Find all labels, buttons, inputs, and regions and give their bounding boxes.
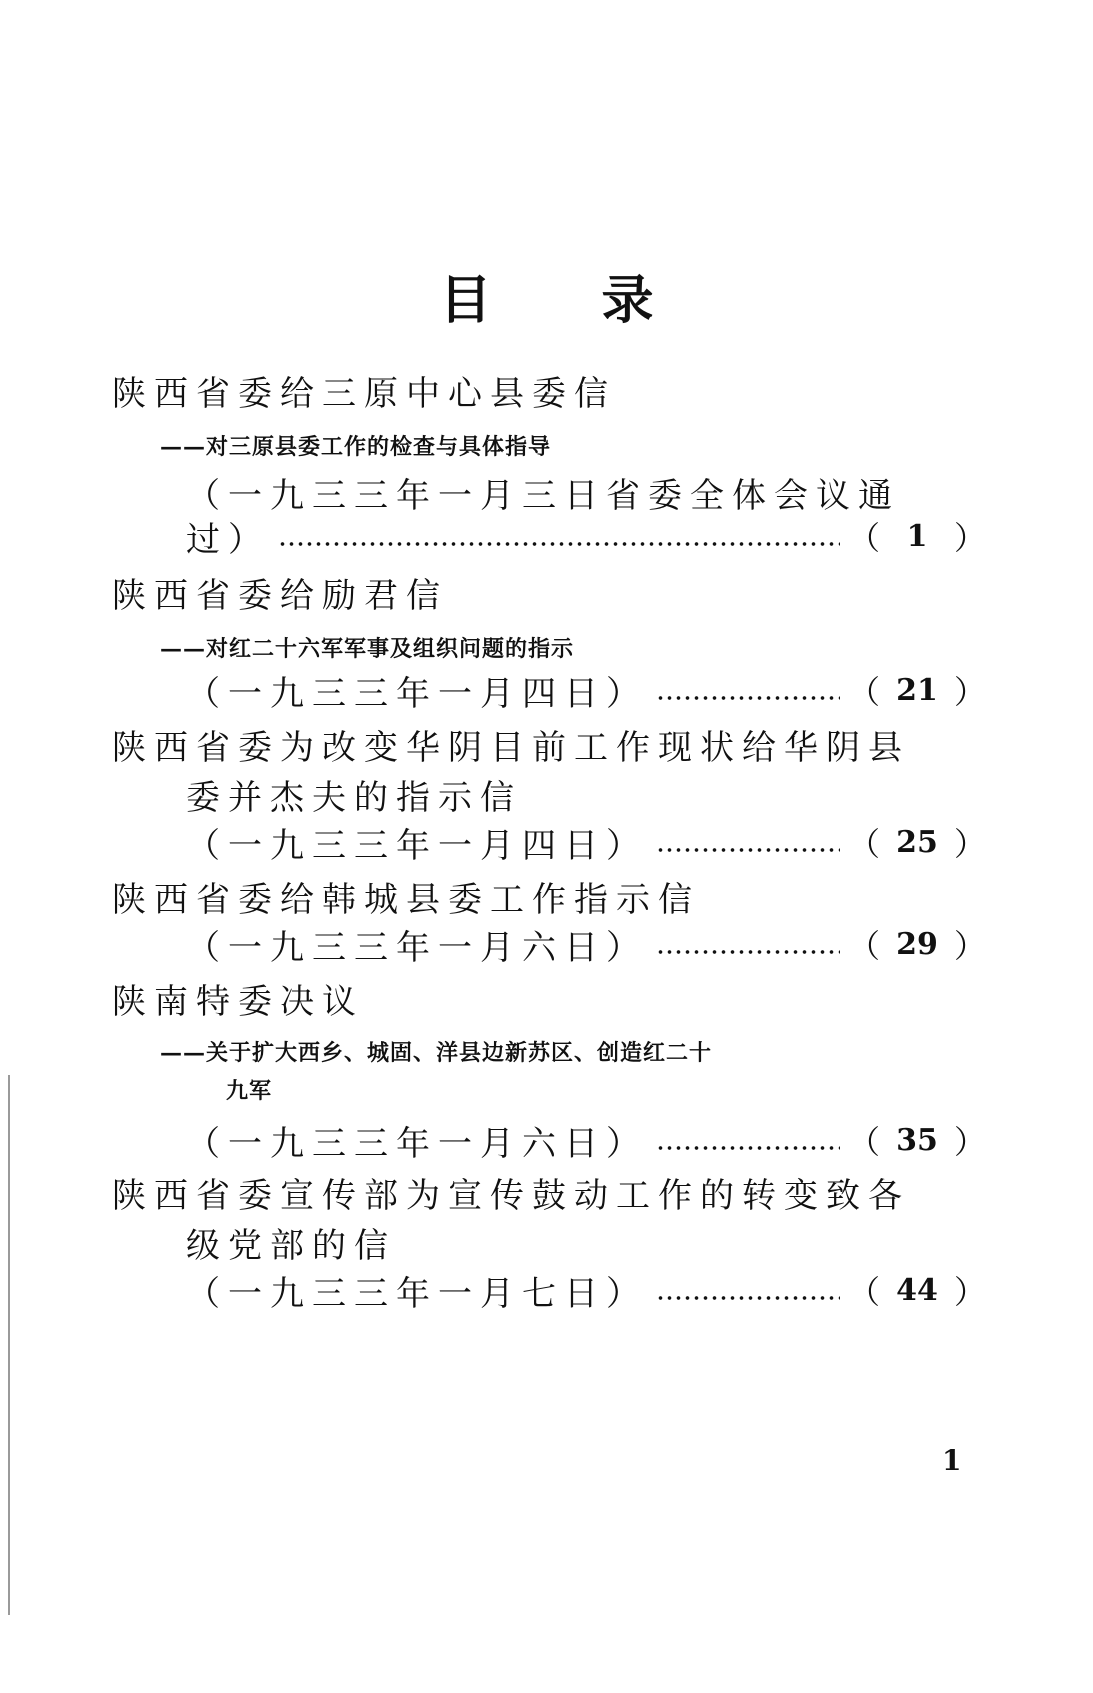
toc-entry-date-row: [186, 668, 986, 712]
page-title: [0, 258, 1093, 333]
title-char-2: 录: [601, 271, 654, 331]
toc-entry-subtitle: ——对红二十六军军事及组织问题的指示: [160, 636, 575, 662]
dot-leader: [656, 1296, 840, 1300]
open-paren: （: [848, 673, 881, 711]
close-paren: ）: [953, 1123, 986, 1161]
page-number: 29: [896, 926, 938, 962]
toc-entry-date: （一九三三年一月四日）: [186, 673, 648, 714]
toc-entry-title[interactable]: 陕西省委给励君信: [112, 576, 448, 616]
toc-entry-title[interactable]: 陕西省委给三原中心县委信: [112, 374, 616, 414]
page-number: 21: [896, 672, 938, 708]
toc-entry-date-row: [186, 1268, 986, 1312]
toc-entry-title-cont: 委并杰夫的指示信: [186, 778, 522, 818]
open-paren: （: [848, 1123, 881, 1161]
toc-entry-title[interactable]: 陕西省委宣传部为宣传鼓动工作的转变致各: [112, 1176, 910, 1216]
toc-entry-date-row: [186, 514, 986, 558]
title-char-1: 目: [439, 271, 492, 331]
dot-leader: [656, 950, 840, 954]
toc-entry-date: （一九三三年一月四日）: [186, 825, 648, 866]
toc-entry-subtitle: ——对三原县委工作的检查与具体指导: [160, 434, 552, 460]
dot-leader: [656, 696, 840, 700]
toc-entry-date-row: [186, 922, 986, 966]
toc-entry-subtitle: ——关于扩大西乡、城固、洋县边新苏区、创造红二十: [160, 1040, 713, 1066]
scan-edge-line: [8, 1075, 10, 1615]
open-paren: （: [848, 1273, 881, 1311]
toc-entry-title[interactable]: 陕南特委决议: [112, 982, 364, 1022]
page-ref[interactable]: [848, 1267, 986, 1313]
page-ref[interactable]: [848, 921, 986, 967]
toc-entry-date-row: [186, 820, 986, 864]
open-paren: （: [848, 825, 881, 863]
toc-entry-title-cont: 级党部的信: [186, 1226, 396, 1266]
page-ref[interactable]: [848, 1117, 986, 1163]
page-folio: 1: [942, 1444, 962, 1477]
close-paren: ）: [953, 927, 986, 965]
toc-entry-title[interactable]: 陕西省委给韩城县委工作指示信: [112, 880, 700, 920]
dot-leader: [656, 1146, 840, 1150]
toc-entry-date-cont: 过）: [186, 519, 270, 560]
page-number: 1: [906, 518, 928, 554]
page-ref[interactable]: [848, 513, 986, 559]
open-paren: （: [848, 927, 881, 965]
page-number: 35: [896, 1122, 938, 1158]
close-paren: ）: [953, 519, 986, 557]
toc-entry-date: （一九三三年一月六日）: [186, 927, 648, 968]
dot-leader: [656, 848, 840, 852]
toc-entry-title[interactable]: 陕西省委为改变华阴目前工作现状给华阴县: [112, 728, 910, 768]
dot-leader: [278, 542, 840, 546]
page-ref[interactable]: [848, 667, 986, 713]
toc-entry-subtitle-cont: 九军: [226, 1078, 273, 1104]
page-number: 44: [896, 1272, 938, 1308]
toc-entry-date: （一九三三年一月六日）: [186, 1123, 648, 1164]
open-paren: （: [848, 519, 881, 557]
close-paren: ）: [953, 825, 986, 863]
close-paren: ）: [953, 673, 986, 711]
page-number: 25: [896, 824, 938, 860]
toc-entry-date-row: [186, 1118, 986, 1162]
toc-entry-date: （一九三三年一月三日省委全体会议通: [186, 476, 900, 516]
page-ref[interactable]: [848, 819, 986, 865]
toc-entry-date: （一九三三年一月七日）: [186, 1273, 648, 1314]
close-paren: ）: [953, 1273, 986, 1311]
